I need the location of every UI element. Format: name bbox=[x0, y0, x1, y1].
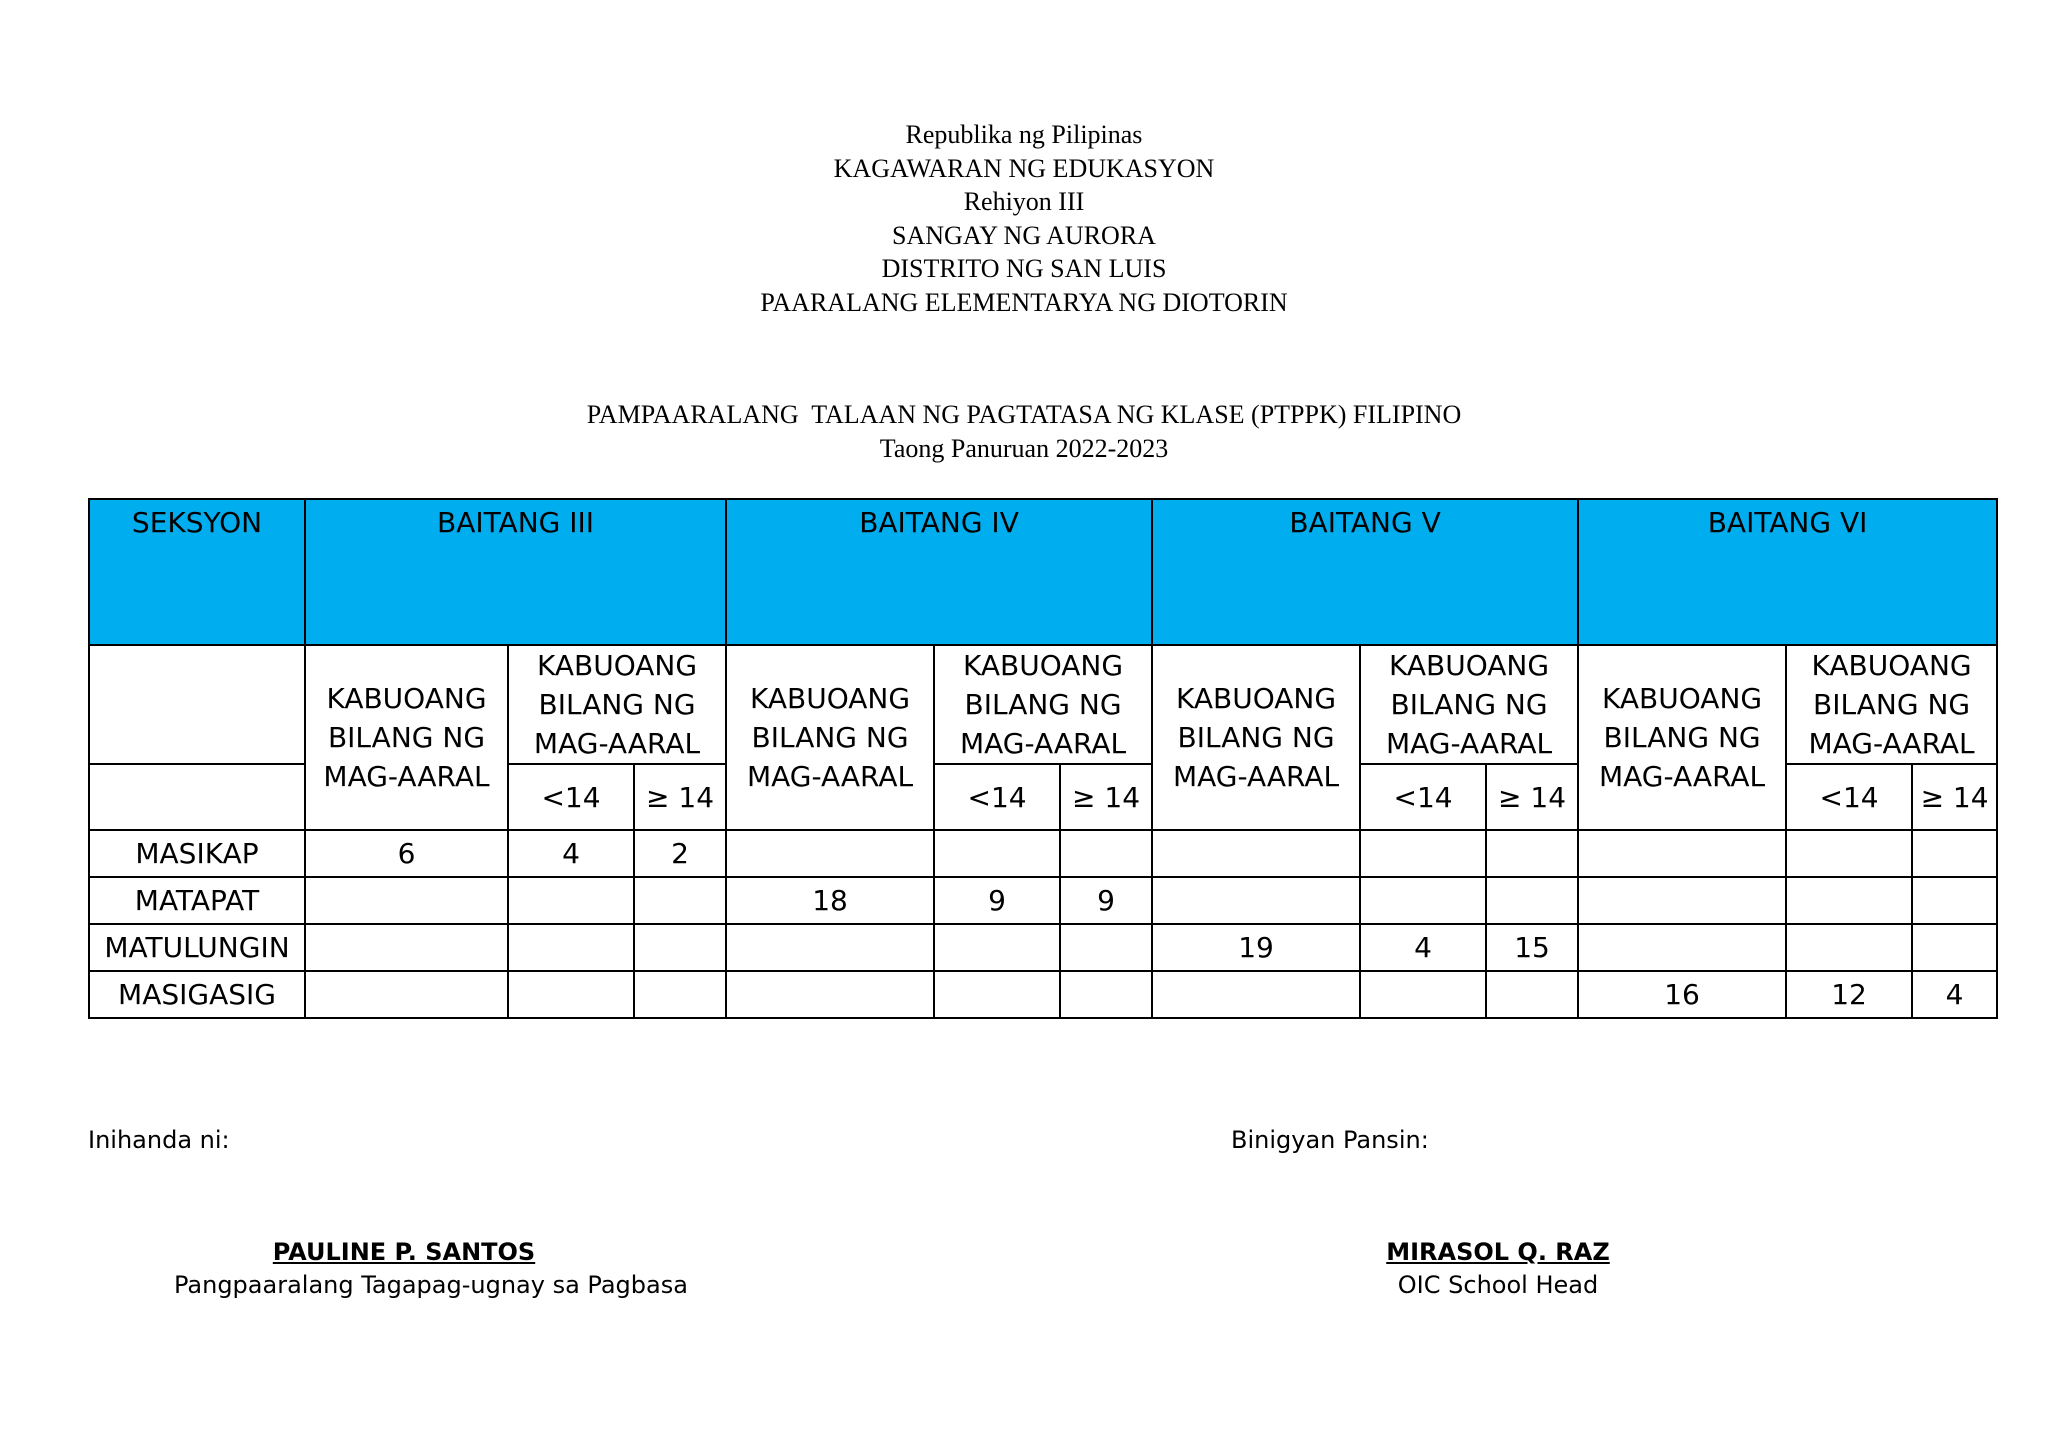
header-division: SANGAY NG AURORA bbox=[892, 220, 1156, 250]
table-cell: 16 bbox=[1578, 971, 1786, 1018]
table-cell bbox=[305, 924, 508, 971]
table-row bbox=[89, 830, 1997, 877]
age-group-header: KABUOANG BILANG NG MAG-AARAL bbox=[508, 645, 726, 764]
table-cell bbox=[726, 924, 934, 971]
table-row bbox=[89, 924, 1997, 971]
section-header: SEKSYON bbox=[89, 499, 305, 645]
table-cell bbox=[634, 971, 726, 1018]
table-cell bbox=[1152, 877, 1360, 924]
table-cell bbox=[634, 877, 726, 924]
table-cell bbox=[1152, 971, 1360, 1018]
table-cell: 18 bbox=[726, 877, 934, 924]
noted-signatory bbox=[1298, 1236, 1698, 1302]
grade-header: BAITANG III bbox=[305, 499, 726, 645]
noted-by-label: Binigyan Pansin: bbox=[1231, 1126, 1429, 1154]
table-cell bbox=[1060, 924, 1152, 971]
age-group-header: KABUOANG BILANG NG MAG-AARAL bbox=[1360, 645, 1578, 764]
total-students-header: KABUOANG BILANG NG MAG-AARAL bbox=[305, 645, 508, 830]
table-cell bbox=[1578, 924, 1786, 971]
header-district: DISTRITO NG SAN LUIS bbox=[881, 254, 1167, 283]
header-region: Rehiyon III bbox=[963, 187, 1085, 216]
section-name: MATULUNGIN bbox=[89, 924, 305, 971]
table-row bbox=[89, 971, 1997, 1018]
table-cell bbox=[634, 924, 726, 971]
table-cell bbox=[508, 877, 634, 924]
header-department: KAGAWARAN NG EDUKASYON bbox=[833, 153, 1215, 183]
total-students-header: KABUOANG BILANG NG MAG-AARAL bbox=[726, 645, 934, 830]
table-cell bbox=[1060, 971, 1152, 1018]
grade-header-row bbox=[89, 499, 1997, 645]
table-cell bbox=[934, 830, 1060, 877]
prepared-by-label: Inihanda ni: bbox=[88, 1126, 230, 1154]
age-under-14-header: <14 bbox=[1360, 764, 1486, 830]
section-name: MATAPAT bbox=[89, 877, 305, 924]
header-school: PAARALANG ELEMENTARYA NG DIOTORIN bbox=[760, 287, 1288, 317]
table-cell: 12 bbox=[1786, 971, 1912, 1018]
noted-name: MIRASOL Q. RAZ bbox=[1386, 1238, 1610, 1266]
age-group-header: KABUOANG BILANG NG MAG-AARAL bbox=[1786, 645, 1997, 764]
table-cell: 4 bbox=[1360, 924, 1486, 971]
table-cell bbox=[1786, 830, 1912, 877]
table-cell bbox=[1912, 877, 1997, 924]
table-cell bbox=[305, 877, 508, 924]
table-cell bbox=[1912, 924, 1997, 971]
table-cell bbox=[1360, 830, 1486, 877]
grade-header: BAITANG IV bbox=[726, 499, 1152, 645]
table-cell bbox=[508, 971, 634, 1018]
table-cell bbox=[1152, 830, 1360, 877]
table-cell bbox=[934, 924, 1060, 971]
table-cell bbox=[1912, 830, 1997, 877]
blank-cell bbox=[89, 645, 305, 764]
table-cell bbox=[726, 830, 934, 877]
total-students-header: KABUOANG BILANG NG MAG-AARAL bbox=[1578, 645, 1786, 830]
table-cell: 6 bbox=[305, 830, 508, 877]
prepared-name: PAULINE P. SANTOS bbox=[272, 1238, 536, 1266]
header-country: Republika ng Pilipinas bbox=[905, 120, 1143, 149]
section-name: MASIGASIG bbox=[89, 971, 305, 1018]
age-under-14-header: <14 bbox=[1786, 764, 1912, 830]
table-cell bbox=[934, 971, 1060, 1018]
table-cell: 4 bbox=[508, 830, 634, 877]
table-cell: 9 bbox=[1060, 877, 1152, 924]
age-14-over-header: ≥ 14 bbox=[1486, 764, 1578, 830]
table-cell: 2 bbox=[634, 830, 726, 877]
table-cell: 9 bbox=[934, 877, 1060, 924]
table-cell bbox=[1786, 924, 1912, 971]
age-14-over-header: ≥ 14 bbox=[1912, 764, 1997, 830]
table-cell: 4 bbox=[1912, 971, 1997, 1018]
table-cell bbox=[1578, 830, 1786, 877]
ptppk-table bbox=[88, 498, 1998, 1019]
table-cell: 15 bbox=[1486, 924, 1578, 971]
school-year: Taong Panuruan 2022-2023 bbox=[879, 433, 1169, 463]
subheader-row bbox=[89, 645, 1997, 764]
table-cell bbox=[508, 924, 634, 971]
grade-header: BAITANG V bbox=[1152, 499, 1578, 645]
section-name: MASIKAP bbox=[89, 830, 305, 877]
total-students-header: KABUOANG BILANG NG MAG-AARAL bbox=[1152, 645, 1360, 830]
age-group-header: KABUOANG BILANG NG MAG-AARAL bbox=[934, 645, 1152, 764]
table-cell bbox=[726, 971, 934, 1018]
table-cell bbox=[1360, 877, 1486, 924]
prepared-role: Pangpaaralang Tagapag-ugnay sa Pagbasa bbox=[174, 1271, 688, 1299]
blank-cell bbox=[89, 764, 305, 830]
agency-header bbox=[0, 118, 2048, 319]
table-row bbox=[89, 877, 1997, 924]
grade-header: BAITANG VI bbox=[1578, 499, 1997, 645]
table-cell bbox=[305, 971, 508, 1018]
age-14-over-header: ≥ 14 bbox=[634, 764, 726, 830]
age-under-14-header: <14 bbox=[508, 764, 634, 830]
table-cell bbox=[1578, 877, 1786, 924]
table-cell bbox=[1060, 830, 1152, 877]
table-cell bbox=[1486, 830, 1578, 877]
report-title: PAMPAARALANG TALAAN NG PAGTATASA NG KLASE (PTPPK) FILIPINO bbox=[586, 400, 1462, 429]
table-cell bbox=[1360, 971, 1486, 1018]
prepared-signatory bbox=[174, 1236, 688, 1302]
table-cell bbox=[1486, 877, 1578, 924]
age-14-over-header: ≥ 14 bbox=[1060, 764, 1152, 830]
noted-role: OIC School Head bbox=[1397, 1271, 1599, 1299]
age-under-14-header: <14 bbox=[934, 764, 1060, 830]
table-cell bbox=[1486, 971, 1578, 1018]
report-title-block bbox=[0, 398, 2048, 465]
table-cell: 19 bbox=[1152, 924, 1360, 971]
table-cell bbox=[1786, 877, 1912, 924]
